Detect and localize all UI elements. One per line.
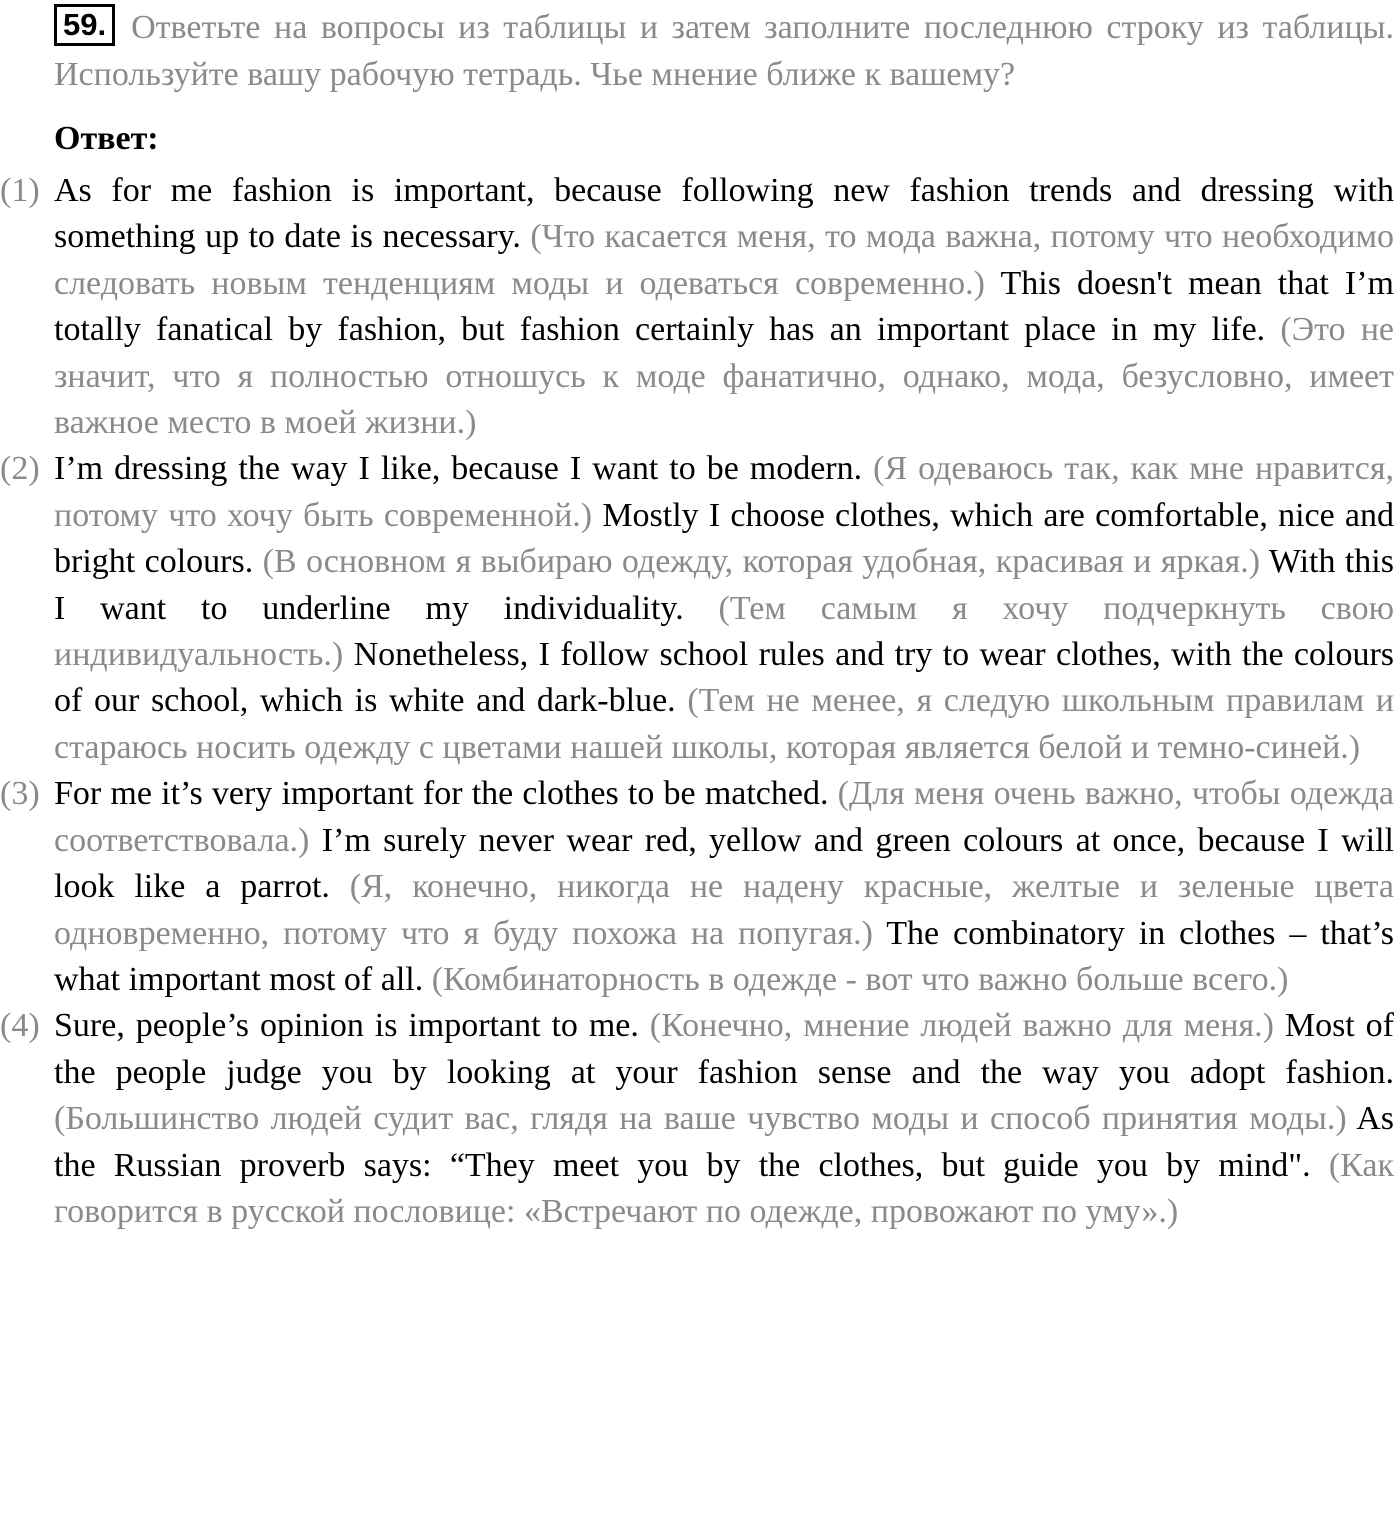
english-sentence: For me it’s very important for the clothes to be matched.	[54, 775, 838, 813]
english-sentence: Most of the people judge you by looking at your fashion sense and the way you adopt fashion.	[54, 1007, 1394, 1091]
answer-item	[0, 168, 1394, 446]
english-sentence: This doesn't mean that I’m totally fanatical by fashion, but fashion certainly has an important place in my life.	[54, 264, 1394, 349]
russian-translation: (Конечно, мнение людей важно для меня.)	[649, 1007, 1285, 1045]
english-sentence: Nonetheless, I follow school rules and try to wear clothes, with the colours of our school, which is white and dark-blue.	[54, 636, 1395, 720]
english-sentence: I’m surely never wear red, yellow and green colours at once, because I will look like a parrot.	[54, 821, 1394, 906]
russian-translation: (Комбинаторность в одежде - вот что важно больше всего.)	[431, 960, 1289, 998]
english-sentence: The combinatory in clothes – that’s what important most of all.	[54, 914, 1394, 998]
russian-translation: (Как говорится в русской пословице: «Встречают по одежде, провожают по уму».)	[54, 1146, 1394, 1230]
english-sentence: Mostly I choose clothes, which are comfortable, nice and bright colours.	[54, 496, 1395, 581]
russian-translation: (Я, конечно, никогда не надену красные, желтые и зеленые цвета одновременно, потому что я буду похожа на попугая.)	[54, 868, 1395, 952]
answer-list	[0, 168, 1400, 1235]
english-sentence: Sure, people’s opinion is important to me.	[54, 1007, 650, 1045]
english-sentence: I’m dressing the way I like, because I want to be modern.	[54, 450, 874, 488]
russian-translation: (Большинство людей судит вас, глядя на ваше чувство моды и способ принятия моды.)	[54, 1100, 1357, 1138]
russian-translation: (Что касается меня, то мода важна, потому что необходимо следовать новым тенденциям моды и одеваться современно.)	[54, 218, 1394, 302]
english-sentence: With this I want to underline my individuality.	[54, 543, 1394, 627]
english-sentence: As the Russian proverb says: “They meet you by the clothes, but guide you by mind".	[54, 1100, 1394, 1184]
answer-item-number: (1)	[0, 172, 40, 209]
answer-label: Ответ:	[54, 120, 159, 157]
answer-item-number: (4)	[0, 1007, 40, 1045]
task-text: Ответьте на вопросы из таблицы и затем заполните последнюю строку из таблицы. Используйте вашу рабочую тетрадь. Чье мнение ближе к вашему?	[54, 9, 1394, 93]
russian-translation: (Тем самым я хочу подчеркнуть свою индивидуальность.)	[54, 589, 1394, 674]
russian-translation: (Тем не менее, я следую школьным правилам и стараюсь носить одежду с цветами нашей школы, которая является белой и темно-синей.)	[54, 682, 1394, 766]
russian-translation: (Для меня очень важно, чтобы одежда соответствовала.)	[54, 775, 1394, 859]
answer-item-number: (3)	[0, 775, 40, 813]
task-prompt	[54, 4, 1394, 98]
answer-item	[0, 1003, 1394, 1235]
task-number: 59.	[54, 4, 115, 46]
russian-translation: (Это не значит, что я полностью отношусь к моде фанатично, однако, мода, безусловно, имеет важное место в моей жизни.)	[54, 311, 1394, 442]
answer-item	[0, 446, 1394, 771]
russian-translation: (Я одеваюсь так, как мне нравится, потому что хочу быть современной.)	[54, 450, 1394, 534]
english-sentence: As for me fashion is important, because following new fashion trends and dressing with something up to date is necessary.	[54, 172, 1394, 256]
answer-item	[0, 771, 1394, 1003]
page	[0, 4, 1400, 1235]
russian-translation: (В основном я выбираю одежду, которая удобная, красивая и яркая.)	[262, 543, 1269, 581]
answer-item-number: (2)	[0, 450, 40, 488]
